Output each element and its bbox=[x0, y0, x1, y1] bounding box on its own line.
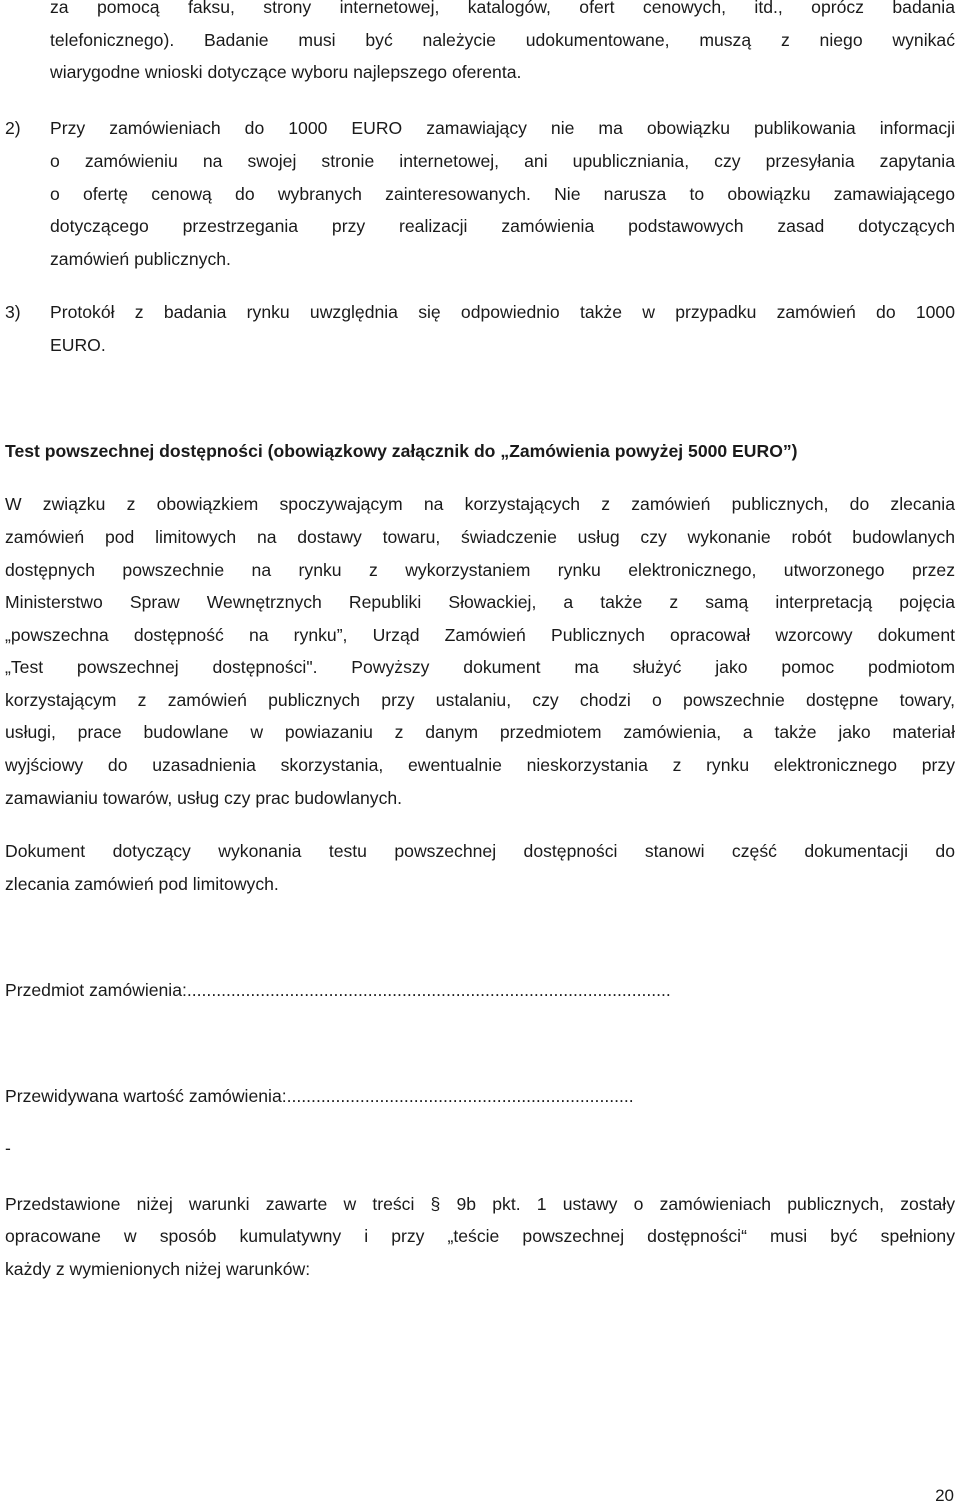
text-line: zlecania zamówień pod limitowych. bbox=[5, 874, 279, 894]
text-line: usługi, prace budowlane w powiazaniu z danym przedmiotem zamówienia, a także jako materiał bbox=[5, 722, 955, 742]
subject-field: Przedmiot zamówienia:................................................................................................... bbox=[5, 980, 671, 1000]
text-line: „powszechna dostępność na rynku”, Urząd Zamówień Publicznych opracował wzorcowy dokument bbox=[5, 625, 955, 645]
dash-mark: - bbox=[5, 1138, 11, 1158]
text-line: opracowane w sposób kumulatywny i przy „teście powszechnej dostępności“ musi być spełniony bbox=[5, 1226, 955, 1246]
text-line: Dokument dotyczący wykonania testu powszechnej dostępności stanowi część dokumentacji do bbox=[5, 841, 955, 861]
text-line: W związku z obowiązkiem spoczywającym na korzystających z zamówień publicznych, do zlecania bbox=[5, 494, 955, 514]
list-number: 3) bbox=[5, 302, 21, 322]
text-line: o zamówieniu na swojej stronie internetowej, ani upubliczniania, czy przesyłania zapytania bbox=[50, 151, 955, 171]
text-line: dostępnych powszechnie na rynku z wykorzystaniem rynku elektronicznego, utworzonego przez bbox=[5, 560, 955, 580]
section-heading: Test powszechnej dostępności (obowiązkowy załącznik do „Zamówienia powyżej 5000 EURO”) bbox=[5, 441, 798, 461]
page-number: 20 bbox=[935, 1486, 954, 1505]
text-line: zamawianiu towarów, usług czy prac budowlanych. bbox=[5, 788, 403, 808]
text-line: za pomocą faksu, strony internetowej, katalogów, ofert cenowych, itd., oprócz badania bbox=[50, 0, 955, 17]
text-line: każdy z wymienionych niżej warunków: bbox=[5, 1259, 311, 1279]
text-line: Ministerstwo Spraw Wewnętrznych Republiki Słowackiej, a także z samą interpretacją pojęcia bbox=[5, 592, 955, 612]
text-line: zamówień publicznych. bbox=[50, 249, 231, 269]
text-line: Przy zamówieniach do 1000 EURO zamawiający nie ma obowiązku publikowania informacji bbox=[50, 118, 955, 138]
list-number: 2) bbox=[5, 118, 21, 138]
text-line: Protokół z badania rynku uwzględnia się odpowiednio także w przypadku zamówień do 1000 bbox=[50, 302, 955, 322]
text-line: zamówień pod limitowych na dostawy towaru, świadczenie usług czy wykonanie robót budowlanych bbox=[5, 527, 955, 547]
value-field: Przewidywana wartość zamówienia:....................................................................... bbox=[5, 1086, 634, 1106]
text-line: wyjściowy do uzasadnienia skorzystania, ewentualnie nieskorzystania z rynku elektronicznego przy bbox=[5, 755, 955, 775]
text-line: o ofertę cenową do wybranych zainteresowanych. Nie narusza to obowiązku zamawiającego bbox=[50, 184, 955, 204]
text-line: EURO. bbox=[50, 335, 106, 355]
text-line: korzystającym z zamówień publicznych przy ustalaniu, czy chodzi o powszechnie dostępne towary, bbox=[5, 690, 955, 710]
text-line: wiarygodne wnioski dotyczące wyboru najlepszego oferenta. bbox=[50, 62, 522, 82]
text-line: dotyczącego przestrzegania przy realizacji zamówienia podstawowych zasad dotyczących bbox=[50, 216, 955, 236]
text-line: telefonicznego). Badanie musi być należycie udokumentowane, muszą z niego wynikać bbox=[50, 30, 955, 50]
text-line: Przedstawione niżej warunki zawarte w treści § 9b pkt. 1 ustawy o zamówieniach publicznych, zostały bbox=[5, 1194, 955, 1214]
text-line: „Test powszechnej dostępności". Powyższy dokument ma służyć jako pomoc podmiotom bbox=[5, 657, 955, 677]
